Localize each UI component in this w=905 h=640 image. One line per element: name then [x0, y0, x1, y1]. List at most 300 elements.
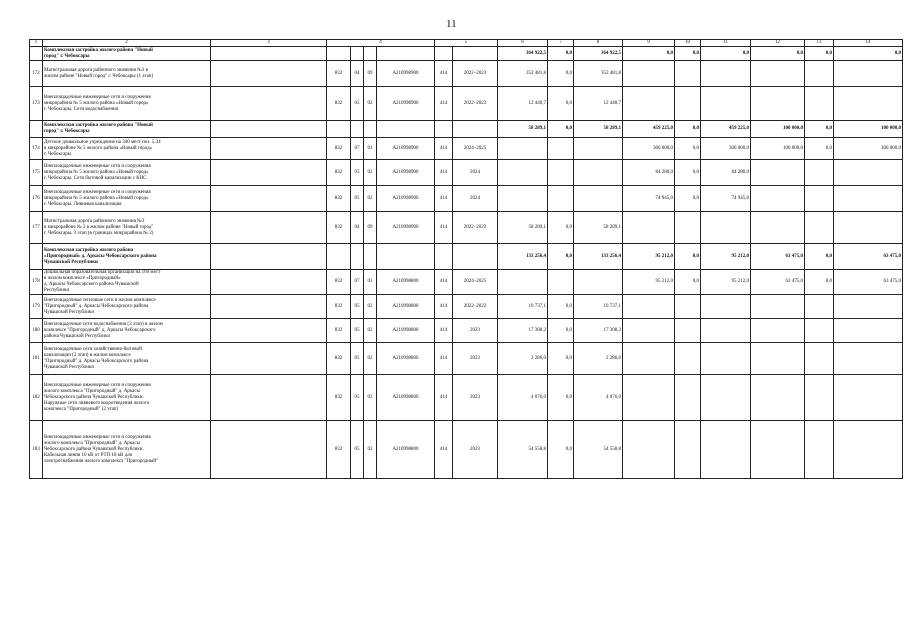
- cell-period: 2023: [453, 421, 498, 479]
- cell-csr: A210998900: [377, 212, 435, 244]
- cell-v6: 352 481,8: [498, 61, 548, 87]
- column-number: 11: [701, 40, 751, 47]
- cell-c3: [211, 212, 327, 244]
- cell-g: 832: [327, 343, 351, 375]
- cell-v12: 63 475,0: [751, 270, 805, 295]
- column-number: 5: [435, 40, 498, 47]
- cell-g: 832: [327, 375, 351, 421]
- cell-g: 832: [327, 421, 351, 479]
- page-number: 11: [446, 18, 457, 30]
- cell-v12: [751, 319, 805, 343]
- cell-v14: 100 000,0: [834, 138, 903, 160]
- cell-period: 2022–2023: [453, 61, 498, 87]
- table-row: [30, 270, 903, 295]
- column-number: 1: [30, 40, 43, 47]
- cell-c3: [211, 319, 327, 343]
- cell-v13: 0,0: [805, 270, 834, 295]
- cell-csr: A210998800: [377, 270, 435, 295]
- cell-v9: 0,0: [623, 47, 675, 61]
- column-number: 14: [834, 40, 903, 47]
- cell-v9: [623, 295, 675, 319]
- cell-vr: [435, 121, 453, 138]
- cell-v9: 459 225,0: [623, 121, 675, 138]
- cell-v12: [751, 421, 805, 479]
- cell-v6: 10 737,1: [498, 295, 548, 319]
- cell-p: 09: [364, 61, 377, 87]
- table-row: [30, 295, 903, 319]
- cell-r: [351, 121, 364, 138]
- cell-v14: 0,0: [834, 47, 903, 61]
- cell-vr: 414: [435, 61, 453, 87]
- cell-v10: [675, 61, 701, 87]
- cell-g: [327, 47, 351, 61]
- cell-p: 02: [364, 343, 377, 375]
- cell-vr: 414: [435, 186, 453, 212]
- table-row: [30, 343, 903, 375]
- cell-v13: 0,0: [805, 244, 834, 270]
- cell-csr: A210998800: [377, 319, 435, 343]
- cell-v8: [574, 160, 623, 186]
- cell-g: 832: [327, 270, 351, 295]
- cell-v8: 12 440,7: [574, 87, 623, 121]
- cell-name: Внеплощадочные инженерные сети и сооружения жилого комплекса "Пригородный" д. Аркасы Чебоксарского района Чувашской Республики. Наружные сети ливневого водоотведения жилого комплекса "Пригородный" (2 этап): [43, 375, 211, 421]
- cell-v7: 0,0: [548, 61, 574, 87]
- cell-v7: [548, 138, 574, 160]
- cell-csr: A210998900: [377, 160, 435, 186]
- column-number: 8: [574, 40, 623, 47]
- cell-v12: [751, 160, 805, 186]
- cell-v13: [805, 160, 834, 186]
- cell-v11: 300 000,0: [701, 138, 751, 160]
- cell-name: Внеплощадочные инженерные сети и сооружения жилого комплекса "Пригородный" д. Аркасы Чебоксарского района Чувашской Республики. Кабельная линия 10 кВ от РТП 10 кВ для электроснабжения жилого комплекса "Пригородный": [43, 421, 211, 479]
- cell-c3: [211, 160, 327, 186]
- cell-vr: 414: [435, 295, 453, 319]
- cell-r: 05: [351, 186, 364, 212]
- cell-name: Комплексная застройка жилого района "Новый город" г. Чебоксары: [43, 47, 211, 61]
- cell-v14: [834, 212, 903, 244]
- cell-v8: 2 286,0: [574, 343, 623, 375]
- cell-p: [364, 47, 377, 61]
- cell-v10: [675, 319, 701, 343]
- cell-v10: [675, 421, 701, 479]
- cell-name: Комплексная застройка жилого района "Новый город" г. Чебоксары: [43, 121, 211, 138]
- cell-v11: [701, 421, 751, 479]
- cell-c3: [211, 421, 327, 479]
- group-total-row: [30, 47, 903, 61]
- cell-g: [327, 244, 351, 270]
- cell-c3: [211, 186, 327, 212]
- cell-r: 05: [351, 160, 364, 186]
- cell-v7: [548, 160, 574, 186]
- cell-period: 2024–2025: [453, 138, 498, 160]
- cell-v7: 0,0: [548, 343, 574, 375]
- cell-c3: [211, 47, 327, 61]
- cell-v8: 17 308,2: [574, 319, 623, 343]
- cell-v8: 10 737,1: [574, 295, 623, 319]
- cell-num: 181: [30, 343, 43, 375]
- cell-v10: [675, 87, 701, 121]
- cell-period: 2023: [453, 375, 498, 421]
- cell-v11: 74 945,0: [701, 186, 751, 212]
- cell-v7: 0,0: [548, 319, 574, 343]
- cell-csr: A210998800: [377, 295, 435, 319]
- cell-c3: [211, 138, 327, 160]
- cell-v14: [834, 319, 903, 343]
- cell-num: 176: [30, 186, 43, 212]
- cell-v13: [805, 61, 834, 87]
- cell-v6: [498, 186, 548, 212]
- cell-period: [453, 47, 498, 61]
- cell-num: [30, 121, 43, 138]
- table-row: [30, 138, 903, 160]
- cell-p: 02: [364, 295, 377, 319]
- cell-vr: [435, 244, 453, 270]
- cell-v14: [834, 61, 903, 87]
- cell-csr: A210998900: [377, 186, 435, 212]
- cell-num: [30, 47, 43, 61]
- cell-v6: [498, 160, 548, 186]
- cell-vr: 414: [435, 375, 453, 421]
- cell-v6: 58 289,1: [498, 212, 548, 244]
- cell-name: Внеплощадочные инженерные сети и сооружения микрорайона № 5 жилого района «Новый город» г. Чебоксары. Сети бытовой канализации с КНС: [43, 160, 211, 186]
- cell-name: Внеплощадочные инженерные сети и сооружения микрорайона № 5 жилого района «Новый город» г. Чебоксары. Ливневая канализация: [43, 186, 211, 212]
- cell-csr: A210998800: [377, 375, 435, 421]
- cell-p: [364, 244, 377, 270]
- cell-r: 05: [351, 421, 364, 479]
- cell-v7: 0,0: [548, 421, 574, 479]
- column-number: 2: [43, 40, 211, 47]
- cell-csr: A210998800: [377, 421, 435, 479]
- cell-c3: [211, 375, 327, 421]
- cell-r: 07: [351, 270, 364, 295]
- cell-v9: [623, 87, 675, 121]
- cell-v8: 58 289,1: [574, 212, 623, 244]
- cell-v7: [548, 270, 574, 295]
- cell-v9: [623, 319, 675, 343]
- cell-v10: 0,0: [675, 47, 701, 61]
- cell-p: 02: [364, 319, 377, 343]
- cell-num: 172: [30, 61, 43, 87]
- cell-num: 183: [30, 421, 43, 479]
- cell-g: 832: [327, 295, 351, 319]
- cell-c3: [211, 61, 327, 87]
- cell-v7: [548, 186, 574, 212]
- cell-csr: A210998900: [377, 87, 435, 121]
- cell-v6: 4 076,0: [498, 375, 548, 421]
- cell-c3: [211, 244, 327, 270]
- cell-g: 832: [327, 61, 351, 87]
- cell-period: [453, 244, 498, 270]
- cell-v14: 100 000,0: [834, 121, 903, 138]
- cell-r: 05: [351, 375, 364, 421]
- cell-v8: [574, 270, 623, 295]
- cell-p: 01: [364, 270, 377, 295]
- cell-v9: [623, 61, 675, 87]
- cell-period: 2024: [453, 186, 498, 212]
- cell-vr: 414: [435, 421, 453, 479]
- cell-v13: [805, 319, 834, 343]
- column-number: 9: [623, 40, 675, 47]
- cell-p: 09: [364, 212, 377, 244]
- cell-v7: 0,0: [548, 212, 574, 244]
- cell-v10: 0,0: [675, 244, 701, 270]
- cell-v10: [675, 375, 701, 421]
- cell-v8: 54 558,8: [574, 421, 623, 479]
- cell-v7: 0,0: [548, 47, 574, 61]
- cell-v13: 0,0: [805, 47, 834, 61]
- table-row: [30, 160, 903, 186]
- column-number: 3: [211, 40, 327, 47]
- cell-v9: 95 212,0: [623, 270, 675, 295]
- cell-name: Внеплощадочные инженерные сети и сооружения микрорайона № 5 жилого района «Новый город» г. Чебоксары. Сети водоснабжения: [43, 87, 211, 121]
- cell-r: [351, 47, 364, 61]
- cell-v9: 84 280,0: [623, 160, 675, 186]
- cell-csr: [377, 121, 435, 138]
- cell-v12: [751, 87, 805, 121]
- cell-v13: [805, 212, 834, 244]
- cell-period: 2024–2025: [453, 270, 498, 295]
- column-number: 13: [805, 40, 834, 47]
- cell-v8: [574, 138, 623, 160]
- cell-v13: [805, 186, 834, 212]
- cell-v7: 0,0: [548, 295, 574, 319]
- cell-v7: 0,0: [548, 244, 574, 270]
- cell-v10: 0,0: [675, 138, 701, 160]
- cell-v10: [675, 343, 701, 375]
- cell-c3: [211, 343, 327, 375]
- cell-period: [453, 121, 498, 138]
- cell-v8: 4 076,0: [574, 375, 623, 421]
- cell-num: 177: [30, 212, 43, 244]
- cell-c3: [211, 87, 327, 121]
- cell-v9: [623, 375, 675, 421]
- table-row: [30, 375, 903, 421]
- cell-v14: [834, 375, 903, 421]
- cell-vr: 414: [435, 319, 453, 343]
- cell-g: 832: [327, 87, 351, 121]
- cell-g: 832: [327, 160, 351, 186]
- cell-v13: [805, 295, 834, 319]
- cell-v11: [701, 212, 751, 244]
- cell-v14: [834, 186, 903, 212]
- cell-vr: 414: [435, 87, 453, 121]
- cell-p: 02: [364, 186, 377, 212]
- cell-v11: [701, 375, 751, 421]
- cell-v12: [751, 186, 805, 212]
- cell-v12: [751, 212, 805, 244]
- cell-v11: 459 225,0: [701, 121, 751, 138]
- cell-v10: 0,0: [675, 270, 701, 295]
- cell-p: 02: [364, 87, 377, 121]
- cell-v14: 63 475,0: [834, 270, 903, 295]
- cell-vr: 414: [435, 212, 453, 244]
- table-row: [30, 186, 903, 212]
- cell-v11: [701, 319, 751, 343]
- cell-num: [30, 244, 43, 270]
- cell-v8: 133 256,4: [574, 244, 623, 270]
- cell-g: 832: [327, 319, 351, 343]
- cell-num: 173: [30, 87, 43, 121]
- cell-v6: 364 922,5: [498, 47, 548, 61]
- cell-r: 05: [351, 295, 364, 319]
- cell-v12: [751, 295, 805, 319]
- cell-v11: [701, 295, 751, 319]
- cell-v6: 12 440,7: [498, 87, 548, 121]
- cell-r: 04: [351, 61, 364, 87]
- cell-r: 05: [351, 87, 364, 121]
- cell-r: 05: [351, 343, 364, 375]
- cell-r: 05: [351, 319, 364, 343]
- cell-name: Магистральная дорога районного значения №3 в жилом районе "Новый город" г. Чебоксары (1 этап): [43, 61, 211, 87]
- cell-name: Магистральная дорога районного значения №3 в микрорайоне № 2 в жилом районе "Новый город" г. Чебоксары. 3 этап (в границах микрорайона № 2): [43, 212, 211, 244]
- cell-v10: 0,0: [675, 121, 701, 138]
- cell-v10: [675, 212, 701, 244]
- cell-r: 07: [351, 138, 364, 160]
- cell-csr: [377, 244, 435, 270]
- cell-v13: [805, 421, 834, 479]
- cell-p: 02: [364, 421, 377, 479]
- cell-vr: 414: [435, 343, 453, 375]
- cell-v7: 0,0: [548, 87, 574, 121]
- cell-num: 174: [30, 138, 43, 160]
- table-row: [30, 61, 903, 87]
- cell-name: Дошкольная образовательная организация на 160 мест в жилом комплексе «Пригородный» д. Аркасы Чебоксарского района Чувашской Республики: [43, 270, 211, 295]
- cell-v12: [751, 343, 805, 375]
- cell-num: 179: [30, 295, 43, 319]
- cell-v10: 0,0: [675, 160, 701, 186]
- cell-name: Внеплощадочные сети водоснабжения (3 этап) в жилом комплексе "Пригородный" д. Аркасы Чебоксарского района Чувашской Республики: [43, 319, 211, 343]
- cell-period: 2023: [453, 343, 498, 375]
- cell-period: 2024: [453, 160, 498, 186]
- cell-v9: [623, 343, 675, 375]
- column-number: 4: [327, 40, 435, 47]
- cell-v11: 95 212,0: [701, 244, 751, 270]
- cell-v13: 0,0: [805, 121, 834, 138]
- cell-vr: 414: [435, 160, 453, 186]
- cell-vr: 414: [435, 270, 453, 295]
- cell-v13: [805, 343, 834, 375]
- cell-v6: [498, 270, 548, 295]
- cell-period: 2023: [453, 319, 498, 343]
- cell-g: 832: [327, 212, 351, 244]
- cell-v10: 0,0: [675, 186, 701, 212]
- cell-v11: 84 280,0: [701, 160, 751, 186]
- cell-v12: 100 000,0: [751, 121, 805, 138]
- cell-vr: 414: [435, 138, 453, 160]
- column-number: 7: [548, 40, 574, 47]
- table-row: [30, 212, 903, 244]
- cell-v6: 54 558,8: [498, 421, 548, 479]
- cell-v11: [701, 343, 751, 375]
- cell-c3: [211, 295, 327, 319]
- column-number: 6: [498, 40, 548, 47]
- column-number-row: [30, 40, 903, 47]
- table-row: [30, 421, 903, 479]
- cell-c3: [211, 270, 327, 295]
- cell-v7: 0,0: [548, 121, 574, 138]
- cell-p: 02: [364, 375, 377, 421]
- cell-csr: A210998900: [377, 138, 435, 160]
- cell-c3: [211, 121, 327, 138]
- cell-v8: [574, 186, 623, 212]
- cell-p: [364, 121, 377, 138]
- cell-v9: 74 945,0: [623, 186, 675, 212]
- cell-v14: [834, 295, 903, 319]
- cell-v13: 0,0: [805, 138, 834, 160]
- cell-v14: [834, 87, 903, 121]
- cell-period: 2022–2023: [453, 295, 498, 319]
- cell-v9: [623, 212, 675, 244]
- cell-v9: [623, 421, 675, 479]
- budget-table: [29, 39, 903, 479]
- cell-v12: [751, 61, 805, 87]
- cell-v11: [701, 61, 751, 87]
- cell-v6: 133 256,4: [498, 244, 548, 270]
- cell-num: 182: [30, 375, 43, 421]
- cell-csr: A210998800: [377, 343, 435, 375]
- cell-v6: 58 289,1: [498, 121, 548, 138]
- cell-g: [327, 121, 351, 138]
- cell-csr: A210998900: [377, 61, 435, 87]
- cell-period: 2022–2023: [453, 87, 498, 121]
- group-total-row: [30, 121, 903, 138]
- cell-v14: [834, 421, 903, 479]
- cell-v14: 63 475,0: [834, 244, 903, 270]
- cell-p: 01: [364, 138, 377, 160]
- cell-v8: 364 922,5: [574, 47, 623, 61]
- cell-vr: [435, 47, 453, 61]
- cell-name: Внеплощадочные тепловые сети в жилом комплексе "Пригородный" д. Аркасы Чебоксарского района Чувашской Республики: [43, 295, 211, 319]
- cell-period: 2022–2023: [453, 212, 498, 244]
- cell-g: 832: [327, 186, 351, 212]
- cell-v11: [701, 87, 751, 121]
- cell-p: 02: [364, 160, 377, 186]
- table-row: [30, 319, 903, 343]
- cell-g: 832: [327, 138, 351, 160]
- cell-num: 178: [30, 270, 43, 295]
- cell-v7: 0,0: [548, 375, 574, 421]
- cell-v9: 300 000,0: [623, 138, 675, 160]
- cell-v8: 352 481,8: [574, 61, 623, 87]
- cell-v6: 17 308,2: [498, 319, 548, 343]
- cell-v12: [751, 375, 805, 421]
- cell-v8: 58 289,1: [574, 121, 623, 138]
- column-number: 10: [675, 40, 701, 47]
- cell-v12: 63 475,0: [751, 244, 805, 270]
- cell-name: Комплексная застройка жилого района «Пригородный» д. Аркасы Чебоксарского района Чувашской Республики: [43, 244, 211, 270]
- cell-v13: [805, 87, 834, 121]
- cell-v12: 100 000,0: [751, 138, 805, 160]
- column-number: 12: [751, 40, 805, 47]
- cell-num: 180: [30, 319, 43, 343]
- cell-v14: [834, 343, 903, 375]
- cell-r: 04: [351, 212, 364, 244]
- cell-v14: [834, 160, 903, 186]
- cell-num: 175: [30, 160, 43, 186]
- cell-r: [351, 244, 364, 270]
- cell-v11: 95 212,0: [701, 270, 751, 295]
- cell-v6: [498, 138, 548, 160]
- cell-csr: [377, 47, 435, 61]
- cell-v9: 95 212,0: [623, 244, 675, 270]
- cell-v10: [675, 295, 701, 319]
- cell-name: Внеплощадочные сети хозяйственно-бытовой канализации (2 этап) в жилом комплексе "Пригородный" д. Аркасы Чебоксарского района Чувашской Республики: [43, 343, 211, 375]
- cell-v13: [805, 375, 834, 421]
- table-row: [30, 87, 903, 121]
- cell-name: Детское дошкольное учреждение на 340 мест поз. 5.34 в микрорайоне № 5 жилого района «Новый город» г. Чебоксары: [43, 138, 211, 160]
- cell-v6: 2 286,0: [498, 343, 548, 375]
- group-total-row: [30, 244, 903, 270]
